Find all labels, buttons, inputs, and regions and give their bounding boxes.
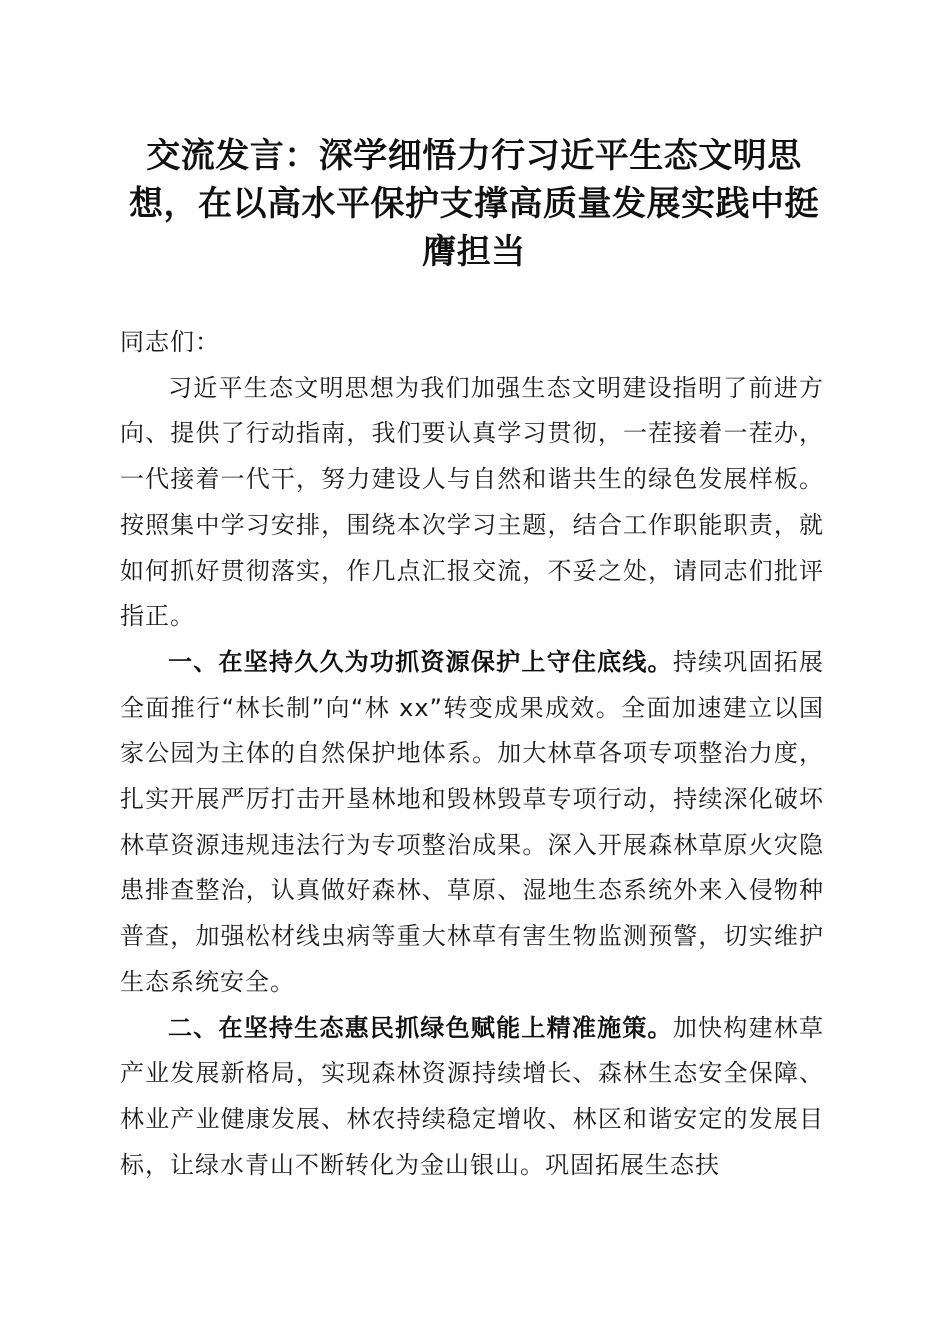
paragraph-section-1: [120, 640, 824, 1006]
section-heading: 二、在坚持生态惠民抓绿色赋能上精准施策。: [168, 1013, 673, 1042]
salutation: 同志们：: [120, 328, 220, 356]
paragraph-text: 持续巩固拓展全面推行“林长制”向“林 xx”转变成果成效。全面加速建立以国家公园为主体的自然保护地体系。加大林草各项专项整治力度，扎实开展严厉打击开垦林地和毁林毁草专项行动，持续深化破坏林草资源违规违法行为专项整治成果。深入开展森林草原火灾隐患排查整治，认真做好森林、草原、湿地生态系统外来入侵物种普查，加强松材线虫病等重大林草有害生物监测预警，切实维护生态系统安全。: [120, 647, 825, 996]
paragraph-text: 习近平生态文明思想为我们加强生态文明建设指明了前进方向、提供了行动指南，我们要认真学习贯彻，一茬接着一茬办，一代接着一代干，努力建设人与自然和谐共生的绿色发展样板。按照集中学习安排，围绕本次学习主题，结合工作职能职责，就如何抓好贯彻落实，作几点汇报交流，不妥之处，请同志们批评指正。: [120, 373, 824, 631]
paragraph-text: 加快构建林草产业发展新格局，实现森林资源持续增长、森林生态安全保障、林业产业健康发展、林农持续稳定增收、林区和谐安定的发展目标，让绿水青山不断转化为金山银山。巩固拓展生态扶: [120, 1013, 825, 1179]
paragraph-intro: [120, 366, 824, 640]
document-title: 交流发言：深学细悟力行习近平生态文明思想，在以高水平保护支撑高质量发展实践中挺膺担当: [129, 136, 819, 272]
paragraph-section-2: [120, 1006, 824, 1189]
section-heading: 一、在坚持久久为功抓资源保护上守住底线。: [168, 647, 673, 676]
document-body: [120, 320, 824, 1188]
